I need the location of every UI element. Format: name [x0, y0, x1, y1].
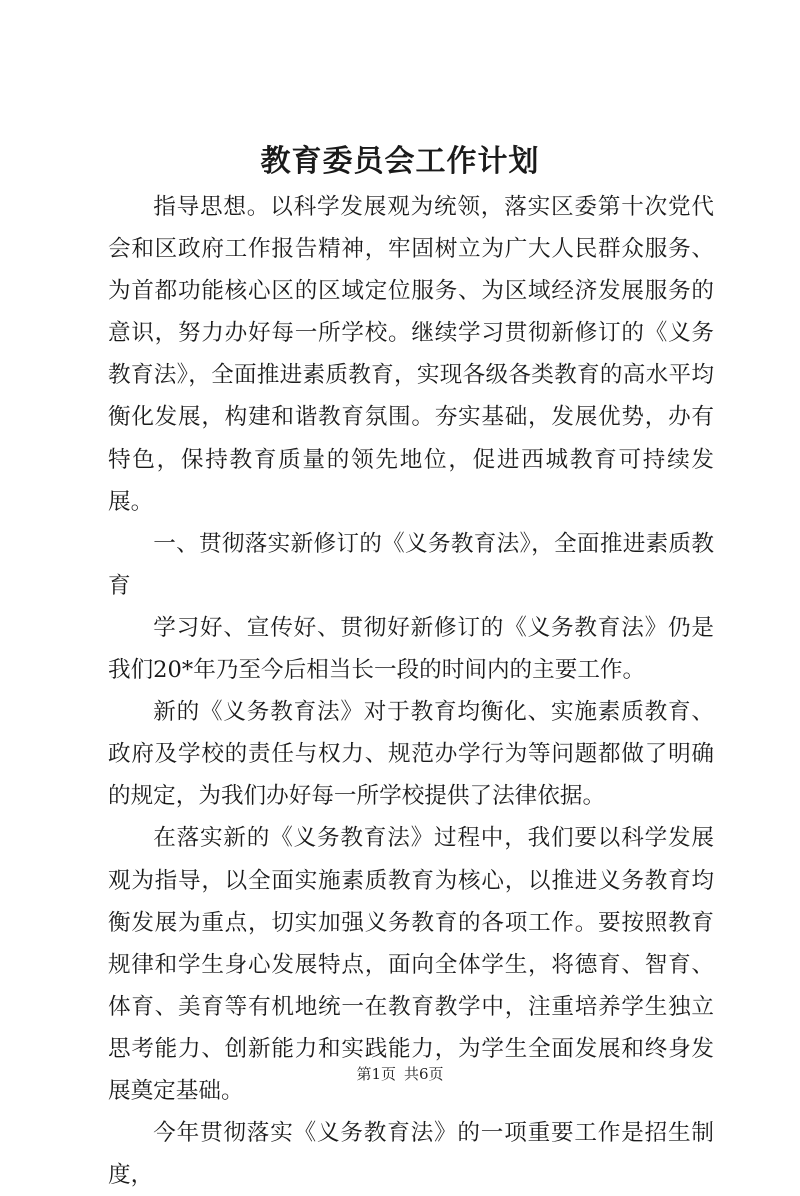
paragraph: 新的《义务教育法》对于教育均衡化、实施素质教育、政府及学校的责任与权力、规范办学行为等问题都做了明确的规定，为我们办好每一所学校提供了法律依据。	[108, 699, 714, 810]
section-heading-1: 一、贯彻落实新修订的《义务教育法》，全面推进素质教育	[108, 530, 714, 599]
page-total: 共6页	[404, 1065, 444, 1083]
page-footer	[0, 1064, 800, 1084]
paragraph-guiding-thought: 指导思想。以科学发展观为统领，落实区委第十次党代会和区政府工作报告精神，牢固树立为广大人民群众服务、为首都功能核心区的区域定位服务、为区域经济发展服务的意识，努力办好每一所学校。继续学习贯彻新修订的《义务教育法》，全面推进素质教育，实现各级各类教育的高水平均衡化发展，构建和谐教育氛围。夯实基础，发展优势，办有特色，保持教育质量的领先地位，促进西城教育可持续发展。	[108, 194, 714, 515]
paragraph: 学习好、宣传好、贯彻好新修订的《义务教育法》仍是我们20*年乃至今后相当长一段的时间内的主要工作。	[108, 614, 714, 684]
paragraph: 在落实新的《义务教育法》过程中，我们要以科学发展观为指导，以全面实施素质教育为核心，以推进义务教育均衡发展为重点，切实加强义务教育的各项工作。要按照教育规律和学生身心发展特点，面向全体学生，将德育、智育、体育、美育等有机地统一在教育教学中，注重培养学生独立思考能力、创新能力和实践能力，为学生全面发展和终身发展奠定基础。	[108, 825, 714, 1104]
document-body	[108, 186, 714, 1196]
page-number: 第1页	[356, 1065, 396, 1083]
paragraph: 今年贯彻落实《义务教育法》的一项重要工作是招生制度，	[108, 1120, 714, 1189]
document-title: 教育委员会工作计划	[260, 144, 540, 179]
